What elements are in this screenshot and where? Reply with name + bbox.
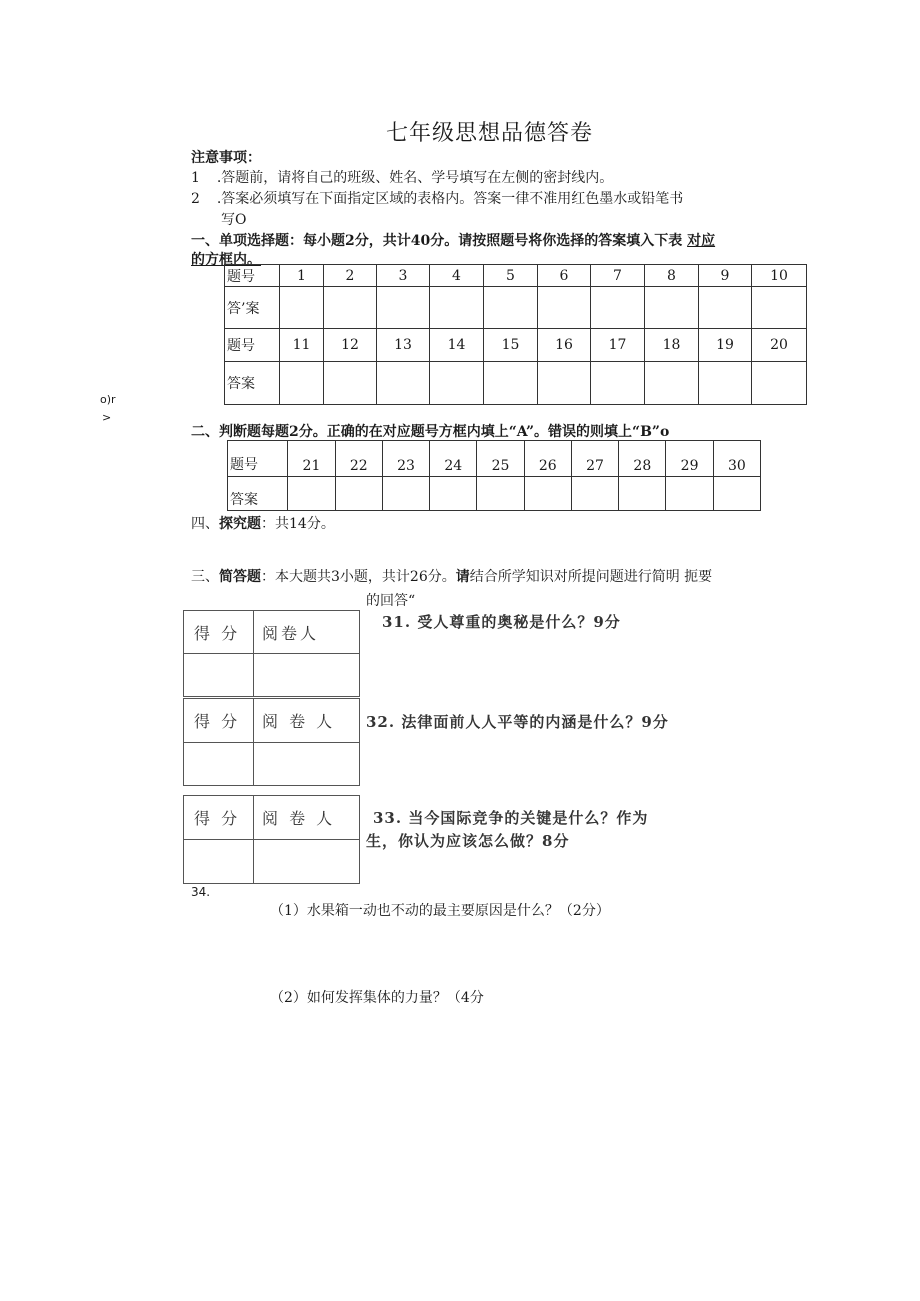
score-cell[interactable] <box>184 743 254 786</box>
grader-label: 阅 卷 人 <box>254 699 360 743</box>
question-34-num: 34. <box>191 885 211 899</box>
answer-cell[interactable] <box>382 477 429 511</box>
section1-heading <box>191 230 715 250</box>
question-33-cont: 生，你认为应该怎么做？8分 <box>366 832 570 850</box>
answer-cell[interactable] <box>538 362 591 405</box>
judge-row-nums <box>228 441 761 477</box>
label-num: 题号 <box>228 441 288 477</box>
section2-heading: 二、判断题每题2分。正确的在对应题号方框内填上“A”。错误的则填上“B”o <box>191 424 670 440</box>
q-num: 7 <box>591 265 645 287</box>
grader-cell[interactable] <box>254 840 360 884</box>
q-num: 6 <box>538 265 591 287</box>
q-num: 1 <box>280 265 324 287</box>
notice-item-1-text: .答题前，请将自己的班级、姓名、学号填写在左侧的密封线内。 <box>216 170 614 186</box>
notice-item-2-num: 2 <box>191 191 200 207</box>
label-num: 题号 <box>225 329 280 362</box>
choice-row-nums-2 <box>225 329 807 362</box>
answer-cell[interactable] <box>377 362 430 405</box>
answer-cell[interactable] <box>571 477 618 511</box>
label-answer: 答案 <box>225 362 280 405</box>
choice-answer-table <box>224 264 807 405</box>
answer-cell[interactable] <box>335 477 382 511</box>
answer-cell[interactable] <box>324 287 377 329</box>
section1-heading-cont: 的方框内。 <box>191 252 261 268</box>
section3-mid: ：本大题共3小题，共计26分。 <box>261 569 456 585</box>
answer-cell[interactable] <box>430 477 477 511</box>
notice-item-2-text: .答案必须填写在下面指定区域的表格内。答案一律不准用红色墨水或铅笔书 <box>216 191 684 207</box>
page-title: 七年级思想品德答卷 <box>386 121 594 146</box>
margin-mark-2: > <box>102 411 112 424</box>
answer-cell[interactable] <box>752 287 807 329</box>
label-answer: 答’案 <box>225 287 280 329</box>
q-num: 20 <box>752 329 807 362</box>
answer-cell[interactable] <box>484 362 538 405</box>
answer-cell[interactable] <box>280 287 324 329</box>
section1-heading-underlined-a: 对应 <box>687 233 716 249</box>
q-num: 2 <box>324 265 377 287</box>
section3-heading-cont: 的回答“ <box>366 593 416 609</box>
answer-cell[interactable] <box>666 477 713 511</box>
answer-cell[interactable] <box>699 362 752 405</box>
answer-cell[interactable] <box>591 287 645 329</box>
notice-item-1 <box>191 167 613 187</box>
section4-heading <box>191 513 335 533</box>
section4-bold: 探究题 <box>219 516 261 532</box>
choice-row-nums-1 <box>225 265 807 287</box>
section4-suffix: ：共14分。 <box>261 516 335 532</box>
answer-cell[interactable] <box>713 477 760 511</box>
section3-heading <box>191 566 712 586</box>
q-num: 28 <box>619 441 666 477</box>
notice-item-1-num: 1 <box>191 170 200 186</box>
notice-item-2-cont: 写O <box>221 212 247 228</box>
answer-cell[interactable] <box>280 362 324 405</box>
q-num: 12 <box>324 329 377 362</box>
answer-cell[interactable] <box>484 287 538 329</box>
answer-cell[interactable] <box>430 287 484 329</box>
grader-cell[interactable] <box>254 743 360 786</box>
label-answer: 答案 <box>228 477 288 511</box>
answer-cell[interactable] <box>538 287 591 329</box>
answer-cell[interactable] <box>645 287 699 329</box>
answer-cell[interactable] <box>288 477 335 511</box>
section3-bold1: 简答题 <box>219 569 261 585</box>
question-34-sub2: （2）如何发挥集体的力量？（4分 <box>270 990 484 1006</box>
score-label: 得 分 <box>184 796 254 840</box>
choice-row-answers-1 <box>225 287 807 329</box>
answer-cell[interactable] <box>752 362 807 405</box>
q-num: 29 <box>666 441 713 477</box>
q-num: 19 <box>699 329 752 362</box>
section3-bold2: 请 <box>455 569 470 585</box>
q-num: 3 <box>377 265 430 287</box>
q-num: 27 <box>571 441 618 477</box>
q-num: 17 <box>591 329 645 362</box>
q-num: 26 <box>524 441 571 477</box>
answer-cell[interactable] <box>524 477 571 511</box>
grader-cell[interactable] <box>254 654 360 697</box>
grader-label: 阅卷人 <box>254 611 360 654</box>
q-num: 8 <box>645 265 699 287</box>
q-num: 24 <box>430 441 477 477</box>
q-num: 14 <box>430 329 484 362</box>
q-num: 22 <box>335 441 382 477</box>
section4-prefix: 四、 <box>191 516 219 532</box>
answer-cell[interactable] <box>645 362 699 405</box>
margin-mark-1: o)r <box>100 393 116 406</box>
score-box-32 <box>183 698 360 786</box>
answer-cell[interactable] <box>477 477 524 511</box>
notice-item-2 <box>191 188 683 208</box>
q-num: 25 <box>477 441 524 477</box>
section3-prefix: 三、 <box>191 569 219 585</box>
q-num: 30 <box>713 441 760 477</box>
grader-label: 阅 卷 人 <box>254 796 360 840</box>
notice-heading: 注意事项： <box>191 150 261 166</box>
answer-cell[interactable] <box>619 477 666 511</box>
answer-cell[interactable] <box>324 362 377 405</box>
score-cell[interactable] <box>184 840 254 884</box>
q-num: 18 <box>645 329 699 362</box>
answer-cell[interactable] <box>377 287 430 329</box>
section1-heading-text: 一、单项选择题：每小题2分，共计40分。请按照题号将你选择的答案填入下表 <box>191 233 683 249</box>
q-num: 13 <box>377 329 430 362</box>
q-num: 9 <box>699 265 752 287</box>
score-label: 得 分 <box>184 699 254 743</box>
q-num: 10 <box>752 265 807 287</box>
question-34-sub1: （1）水果箱一动也不动的最主要原因是什么？（2分） <box>270 903 610 919</box>
q-num: 21 <box>288 441 335 477</box>
answer-cell[interactable] <box>430 362 484 405</box>
judge-answer-table <box>227 440 761 511</box>
choice-row-answers-2 <box>225 362 807 405</box>
section3-rest: 结合所学知识对所提问题进行简明 扼要 <box>469 569 713 585</box>
q-num: 23 <box>382 441 429 477</box>
answer-cell[interactable] <box>591 362 645 405</box>
judge-row-answers <box>228 477 761 511</box>
score-box-31 <box>183 610 360 697</box>
label-num: 题号 <box>225 265 280 287</box>
q-num: 16 <box>538 329 591 362</box>
q-num: 4 <box>430 265 484 287</box>
question-32: 32. 法律面前人人平等的内涵是什么？9分 <box>366 713 669 731</box>
q-num: 11 <box>280 329 324 362</box>
q-num: 5 <box>484 265 538 287</box>
score-cell[interactable] <box>184 654 254 697</box>
answer-cell[interactable] <box>699 287 752 329</box>
q-num: 15 <box>484 329 538 362</box>
score-box-33 <box>183 795 360 884</box>
question-33: 33. 当今国际竞争的关键是什么？作为 <box>373 809 649 827</box>
score-label: 得 分 <box>184 611 254 654</box>
question-31: 31. 受人尊重的奥秘是什么？9分 <box>382 613 621 631</box>
